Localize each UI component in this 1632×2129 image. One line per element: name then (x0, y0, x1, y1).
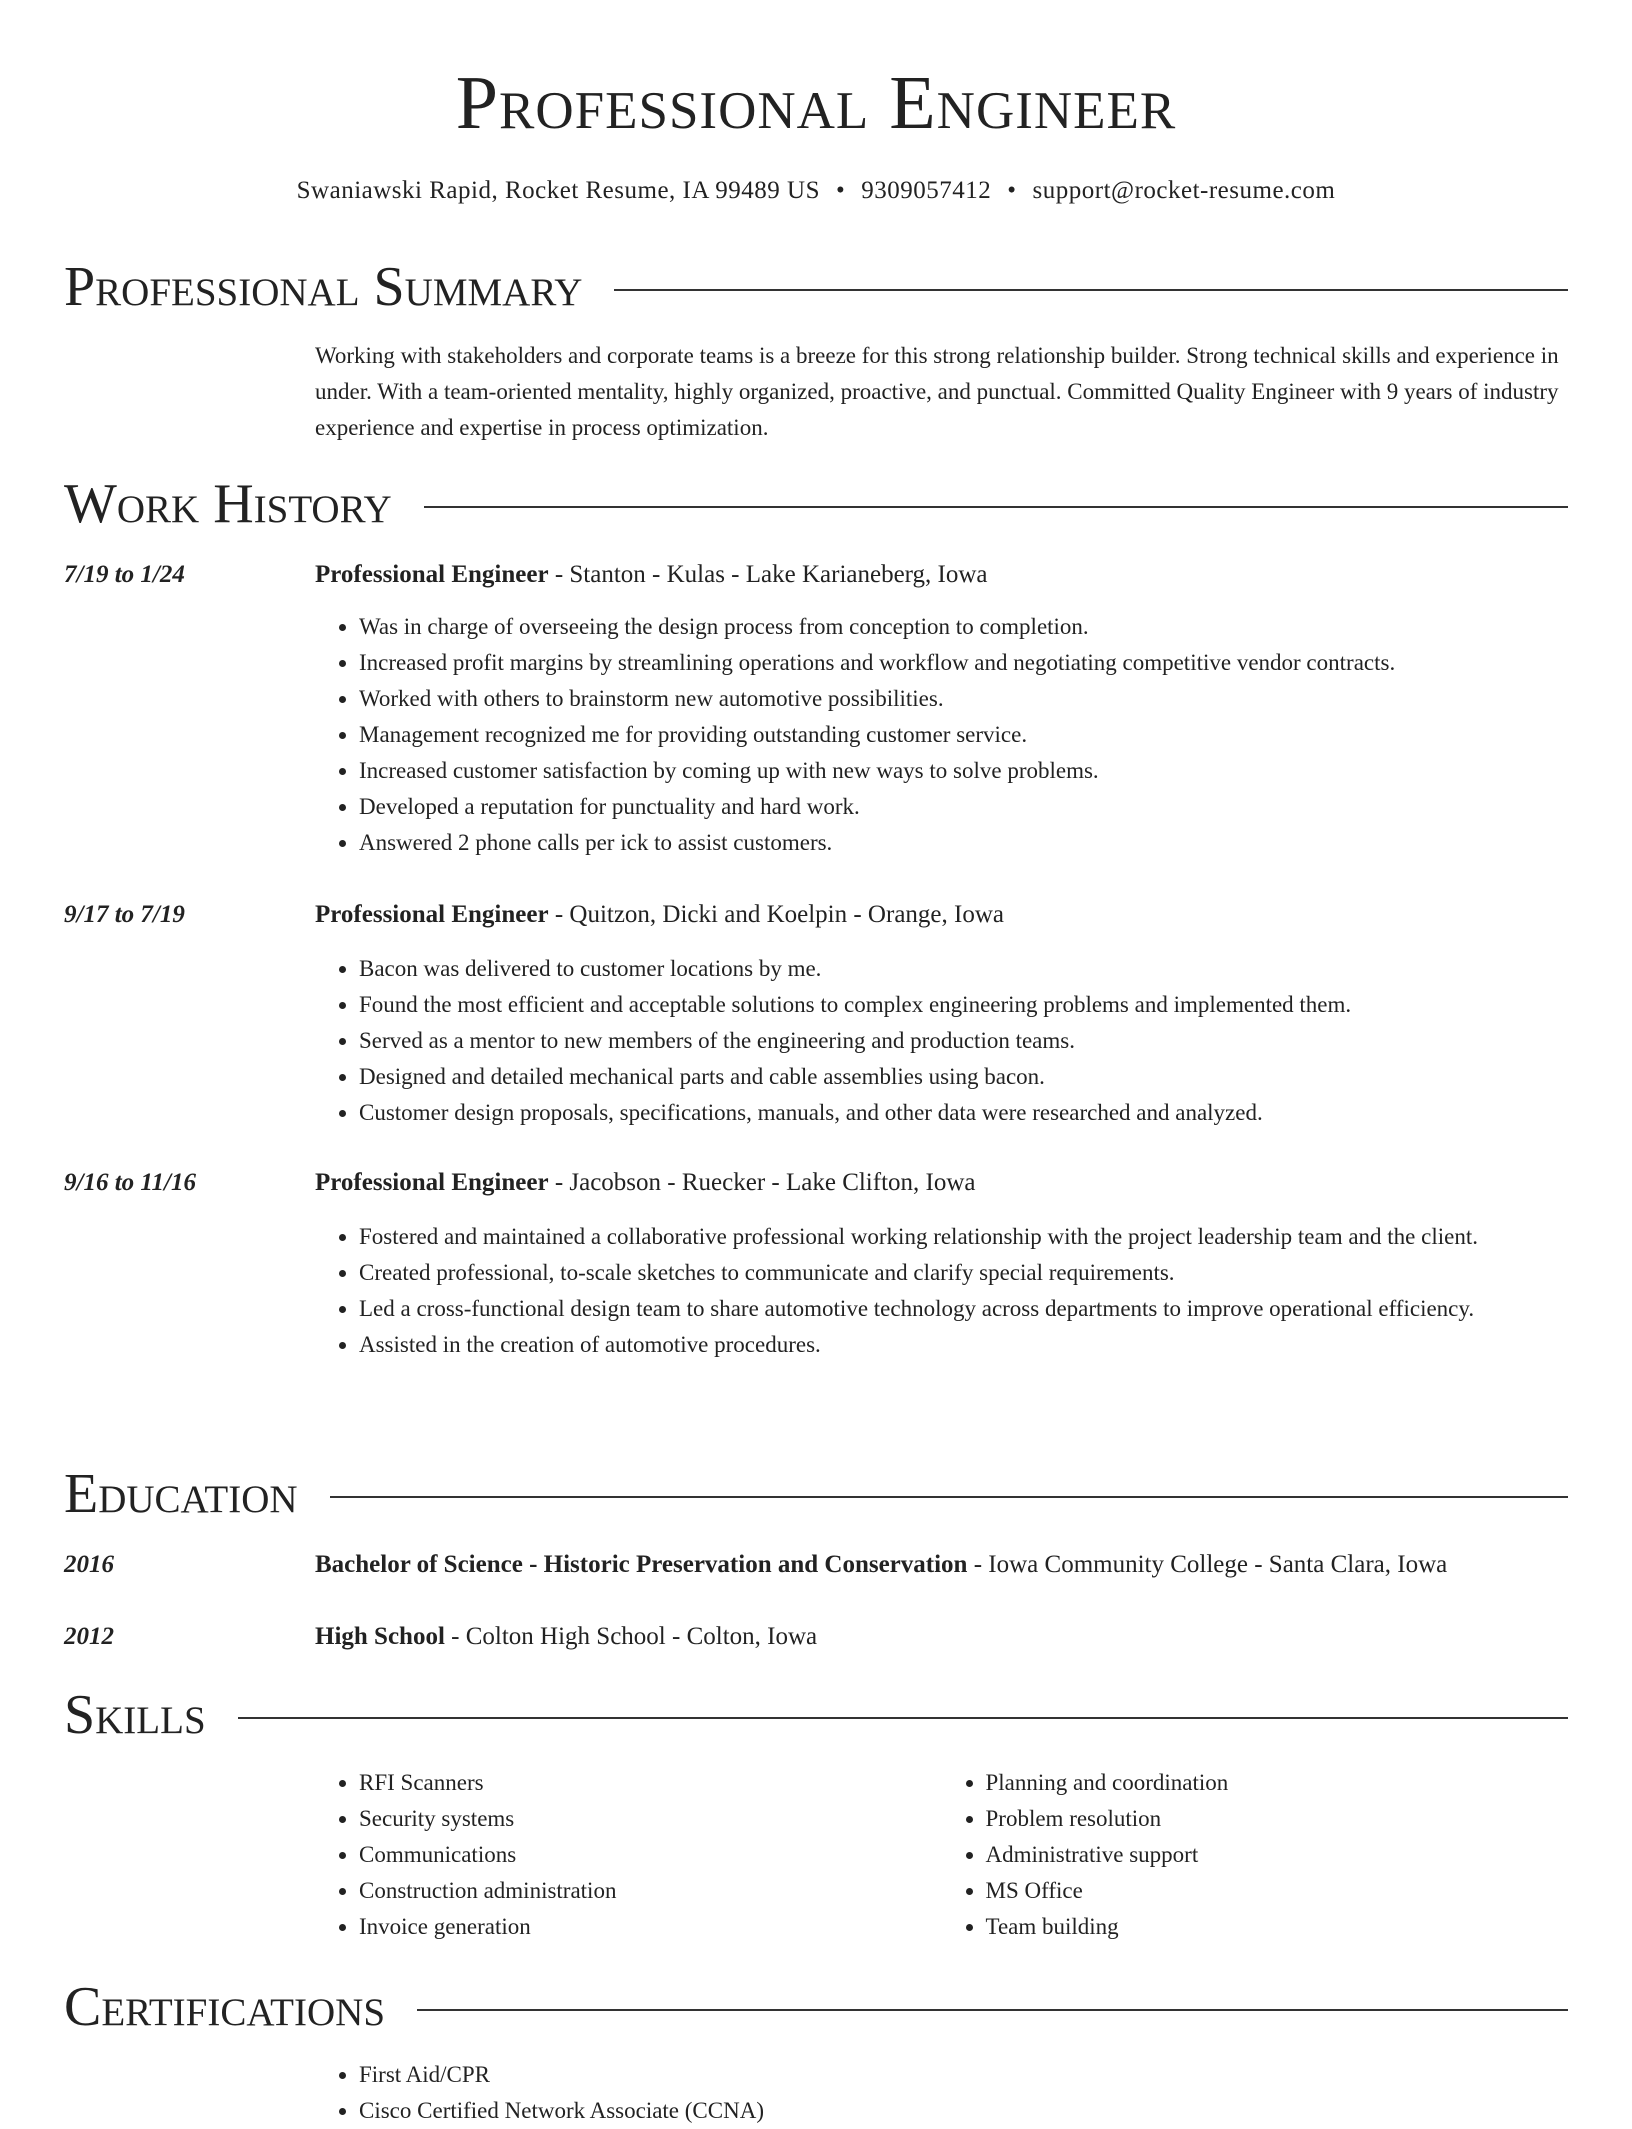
job-dates: 7/19 to 1/24 (64, 561, 185, 588)
list-item: • Developed a reputation for punctuality and hard work. (359, 789, 1568, 825)
list-item: • Communications (359, 1837, 942, 1873)
job-dates: 9/17 to 7/19 (64, 901, 185, 928)
job-bullets (315, 1219, 1568, 1363)
job-content (315, 897, 1568, 1131)
job-dates: 9/16 to 11/16 (64, 1169, 196, 1196)
list-item: • Planning and coordination (986, 1765, 1569, 1801)
job-role: Professional Engineer (315, 901, 549, 928)
list-item: • Problem resolution (986, 1801, 1569, 1837)
list-item: • Invoice generation (359, 1909, 942, 1945)
section-divider (424, 506, 1568, 508)
contact-phone: 9309057412 (861, 177, 992, 204)
section-title-text: Certifications (64, 1976, 386, 2038)
contact-separator: • (836, 177, 846, 204)
list-item: • Led a cross-functional design team to share automotive technology across departments to improve operational efficiency. (359, 1291, 1568, 1327)
list-item: • Assisted in the creation of automotive procedures. (359, 1327, 1568, 1363)
education-degree: Bachelor of Science - Historic Preservation and Conservation (315, 1551, 968, 1578)
section-title-text: Skills (64, 1684, 206, 1746)
certifications-list (315, 2057, 1568, 2129)
list-item: • Cisco Certified Network Associate (CCNA) (359, 2093, 1568, 2129)
list-item: • Construction administration (359, 1873, 942, 1909)
job-heading (315, 1165, 1568, 1201)
contact-line (0, 174, 1632, 208)
list-item: • Found the most efficient and acceptable solutions to complex engineering problems and implemented them. (359, 987, 1568, 1023)
section-title-work (64, 472, 1568, 536)
section-title-skills (64, 1683, 1568, 1747)
section-divider (238, 1717, 1568, 1719)
skills-columns (315, 1765, 1568, 1945)
section-divider (417, 2009, 1568, 2011)
education-heading (315, 1547, 1568, 1583)
education-year: 2016 (64, 1551, 114, 1578)
certifications-content (315, 2057, 1568, 2129)
list-item: • Customer design proposals, specifications, manuals, and other data were researched and analyzed. (359, 1095, 1568, 1131)
section-divider (614, 289, 1568, 291)
education-details: - Iowa Community College - Santa Clara, Iowa (967, 1551, 1448, 1578)
contact-address: Swaniawski Rapid, Rocket Resume, IA 99489 US (296, 177, 821, 204)
job-role: Professional Engineer (315, 1169, 549, 1196)
list-item: • Answered 2 phone calls per ick to assist customers. (359, 825, 1568, 861)
list-item: • RFI Scanners (359, 1765, 942, 1801)
education-degree: High School (315, 1623, 445, 1650)
section-title-summary (64, 255, 1568, 319)
resume-name: Professional Engineer (455, 61, 1177, 145)
list-item: • Increased customer satisfaction by coming up with new ways to solve problems. (359, 753, 1568, 789)
list-item: • Fostered and maintained a collaborative professional working relationship with the project leadership team and the client. (359, 1219, 1568, 1255)
section-title-certifications (64, 1975, 1568, 2039)
list-item: • Security systems (359, 1801, 942, 1837)
list-item: • Was in charge of overseeing the design process from conception to completion. (359, 609, 1568, 645)
section-title-education (64, 1462, 1568, 1526)
job-details: - Jacobson - Ruecker - Lake Clifton, Iowa (548, 1169, 976, 1196)
list-item: • Management recognized me for providing outstanding customer service. (359, 717, 1568, 753)
job-role: Professional Engineer (315, 561, 549, 588)
job-details: - Stanton - Kulas - Lake Karianeberg, Iowa (548, 561, 988, 588)
list-item: • Team building (986, 1909, 1569, 1945)
job-bullets (315, 609, 1568, 861)
job-bullets (315, 951, 1568, 1131)
section-divider (330, 1496, 1568, 1498)
summary-text: Working with stakeholders and corporate teams is a breeze for this strong relationship builder. Strong technical skills and experience in under. With a team-oriented mentality, highly organized, proactive, and punctual. Committed Quality Engineer with 9 years of industry experience and expertise in process optimization. (315, 343, 1559, 440)
education-year: 2012 (64, 1623, 114, 1650)
contact-email: support@rocket-resume.com (1032, 177, 1336, 204)
list-item: • Created professional, to-scale sketches to communicate and clarify special requirements. (359, 1255, 1568, 1291)
job-heading (315, 557, 1568, 593)
list-item: • Served as a mentor to new members of the engineering and production teams. (359, 1023, 1568, 1059)
list-item: • Designed and detailed mechanical parts and cable assemblies using bacon. (359, 1059, 1568, 1095)
skills-list-right (942, 1765, 1569, 1945)
job-content (315, 557, 1568, 861)
education-heading (315, 1619, 1568, 1655)
list-item: • Worked with others to brainstorm new automotive possibilities. (359, 681, 1568, 717)
section-title-text: Education (64, 1463, 298, 1525)
section-title-text: Professional Summary (64, 256, 583, 318)
list-item: • MS Office (986, 1873, 1569, 1909)
education-details: - Colton High School - Colton, Iowa (444, 1623, 818, 1650)
list-item: • Bacon was delivered to customer locations by me. (359, 951, 1568, 987)
job-heading (315, 897, 1568, 933)
contact-separator: • (1007, 177, 1017, 204)
list-item: • Administrative support (986, 1837, 1569, 1873)
section-title-text: Work History (64, 473, 392, 535)
skills-list-left (315, 1765, 942, 1945)
list-item: • First Aid/CPR (359, 2057, 1568, 2093)
job-details: - Quitzon, Dicki and Koelpin - Orange, Iowa (548, 901, 1004, 928)
job-content (315, 1165, 1568, 1363)
list-item: • Increased profit margins by streamlining operations and workflow and negotiating competitive vendor contracts. (359, 645, 1568, 681)
